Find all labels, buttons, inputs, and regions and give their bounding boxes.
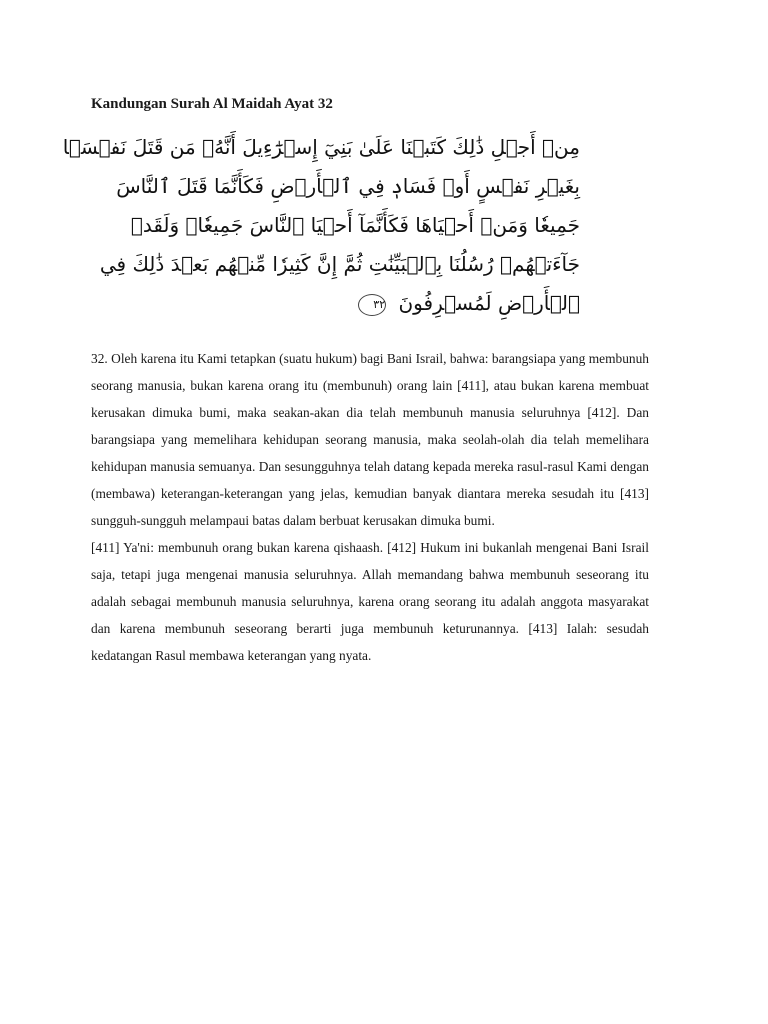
translation-text: [91, 345, 649, 669]
arabic-line-5: [230, 284, 580, 323]
ayah-number-marker: ٣٢: [358, 294, 386, 316]
footnotes-paragraph: [411] Ya'ni: membunuh orang bukan karena qishaash. [412] Hukum ini bukanlah mengenai Bani Israil saja, tetapi juga mengenai manusia seluruhnya. Allah memandang bahwa membunuh seseorang itu adalah sebagai membunuh manusia seluruhnya, karena orang seorang itu adalah anggota masyarakat dan karena membunuh seseorang berarti juga membunuh keturunannya. [413] Ialah: sesudah kedatangan Rasul membawa keterangan yang nyata.: [91, 540, 649, 663]
translation-paragraph: 32. Oleh karena itu Kami tetapkan (suatu hukum) bagi Bani Israil, bahwa: barangsiapa yang membunuh seorang manusia, bukan karena orang itu (membunuh) orang lain [411], atau bukan karena membuat kerusakan dimuka bumi, maka seakan-akan dia telah membunuh manusia seluruhnya [412]. Dan barangsiapa yang memelihara kehidupan seorang manusia, maka seolah-olah dia telah memelihara kehidupan manusia semuanya. Dan sesungguhnya telah datang kepada mereka rasul-rasul Kami dengan (membawa) keterangan-keterangan yang jelas, kemudian banyak diantara mereka sesudah itu [413] sungguh-sungguh melampaui batas dalam berbuat kerusakan dimuka bumi.: [91, 351, 649, 528]
arabic-line-4: جَآءَتۡهُمۡ رُسُلُنَا بِٱلۡبَيِّنَٰتِ ثُمَّ إِنَّ كَثِيرٗا مِّنۡهُم بَعۡدَ ذَٰلِكَ فِي: [99, 252, 580, 276]
arabic-verse: [62, 128, 580, 323]
page-title: Kandungan Surah Al Maidah Ayat 32: [91, 96, 333, 112]
arabic-line-2: بِغَيۡرِ نَفۡسٍ أَوۡ فَسَادٖ فِي ٱلۡأَرۡضِ فَكَأَنَّمَا قَتَلَ ٱلنَّاسَ: [116, 174, 580, 198]
arabic-line-1: مِنۡ أَجۡلِ ذَٰلِكَ كَتَبۡنَا عَلَىٰ بَنِيٓ إِسۡرَٰٓءِيلَ أَنَّهُۥ مَن قَتَلَ نَفۡسَۢا: [62, 135, 580, 159]
arabic-line-5-text: ٱلۡأَرۡضِ لَمُسۡرِفُونَ: [398, 291, 580, 315]
arabic-line-3: جَمِيعٗا وَمَنۡ أَحۡيَاهَا فَكَأَنَّمَآ أَحۡيَا ٱلنَّاسَ جَمِيعٗاۚ وَلَقَدۡ: [130, 213, 580, 237]
